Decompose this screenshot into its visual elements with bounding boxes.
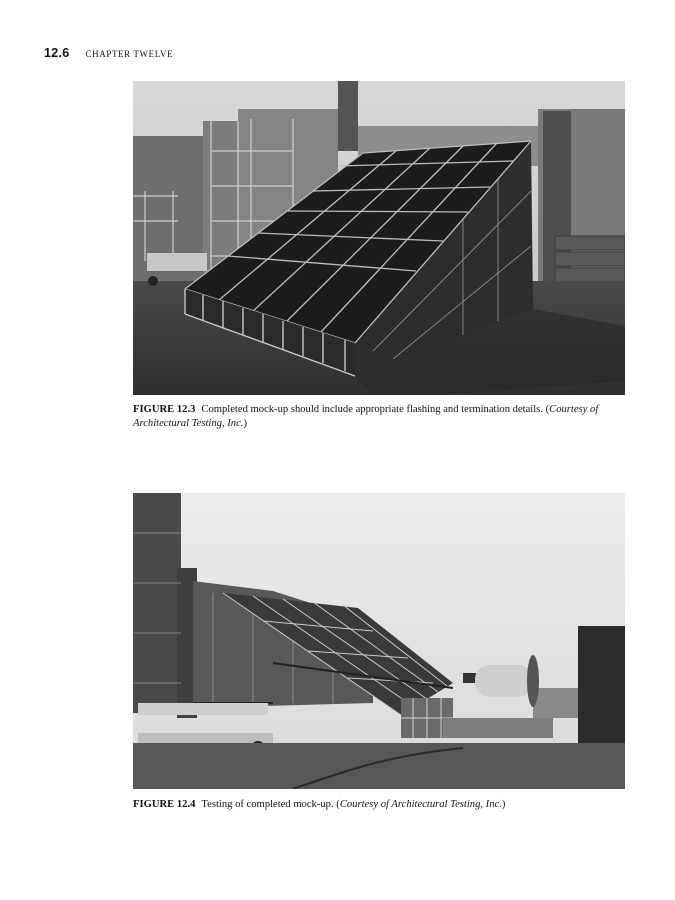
mockup-testing-photo bbox=[133, 493, 625, 789]
figure-12-3-caption bbox=[133, 403, 628, 430]
caption-credit: Courtesy of Architectural Testing, Inc. bbox=[339, 799, 502, 810]
caption-end: ) bbox=[501, 799, 506, 810]
page-number: 12.6 bbox=[44, 46, 70, 60]
caption-credit: Courtesy of Architectural Testing, Inc. bbox=[133, 404, 599, 429]
figure-label: FIGURE 12.3 bbox=[133, 404, 196, 415]
caption-text: Completed mock-up should include appropriate flashing and termination details. ( bbox=[201, 404, 550, 415]
caption-end: ) bbox=[243, 417, 247, 429]
chapter-title: CHAPTER TWELVE bbox=[85, 49, 174, 59]
figure-label: FIGURE 12.4 bbox=[133, 799, 196, 810]
sloped-glazing-mockup-photo bbox=[133, 81, 625, 395]
figure-12-4-caption bbox=[133, 798, 628, 812]
figure-12-3-photo bbox=[133, 81, 625, 395]
figure-12-4-photo bbox=[133, 493, 625, 789]
caption-text: Testing of completed mock-up. ( bbox=[201, 799, 340, 810]
running-header bbox=[44, 46, 173, 62]
